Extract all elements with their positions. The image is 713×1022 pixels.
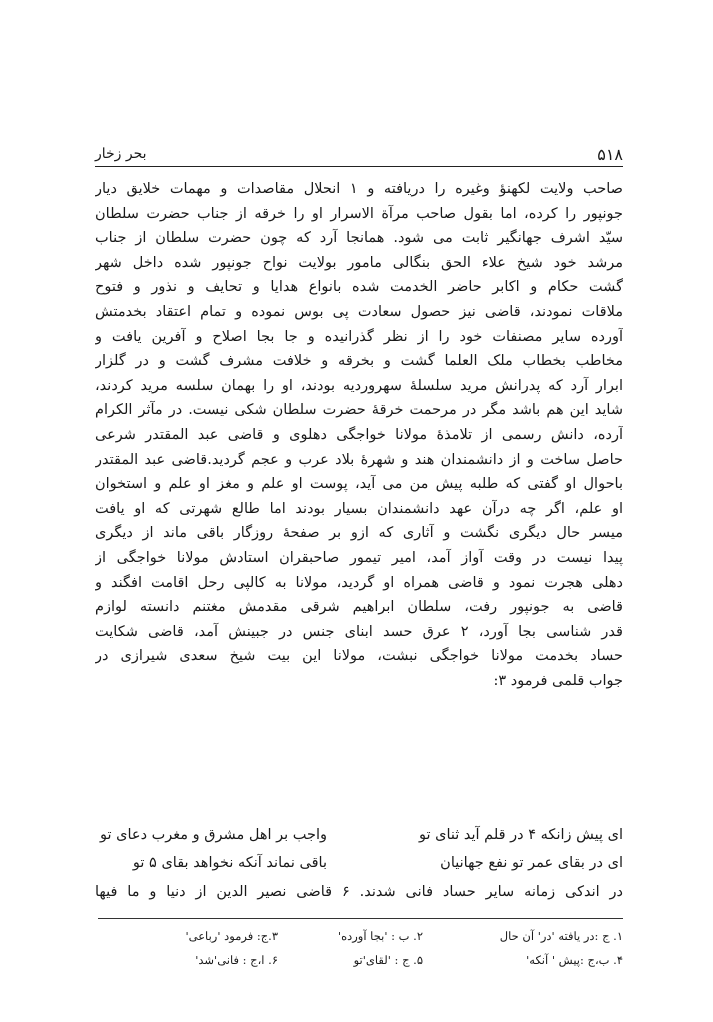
text-line: جونپور را کرده، اما بقول صاحب مرآة الاسرار او را خرقه از جناب حضرت سلطان — [95, 205, 623, 222]
footnote: ۲. ب : 'بجا آورده' — [337, 929, 423, 943]
text-line: صاحب ولایت لکهنؤ وغیره را دریافته و ۱ انحلال مقاصدات و مهمات خلایق دیار — [95, 181, 623, 197]
footnotes — [95, 924, 623, 972]
text-line: قدر شناسی بجا آورد، ۲ عرق حسد ابنای جنس در جبینش آمد، قاضی شکایت — [95, 623, 623, 640]
text-line: ابرار آرد که پدرانش مرید سلسلهٔ سهروردیه بودند، او را بهمان سلسه مرید کردند، — [95, 377, 623, 394]
text-line: مخاطب بخطاب ملک العلما گشت و بخرقه و خلافت مشرف گشت و در گلزار — [95, 353, 623, 370]
text-line: پیدا نیست در وقت آواز آمد، امیر تیمور صاحبقران استادش مولانا خواجگی از — [95, 549, 623, 566]
verse-couplet — [95, 850, 623, 876]
text-line: گشت حکام و اکابر حاضر الخدمت شده بانواع هدایا و تحایف و نذور و فتوح — [95, 279, 623, 296]
header-rule — [95, 166, 623, 167]
text-line: مرشد خود شیخ علاء الحق بنگالی مامور بولایت نواح جونپور شده داخل شهر — [95, 254, 623, 271]
page-header — [95, 145, 623, 165]
footnote: ۳.ج: فرمود 'رباعی' — [185, 929, 278, 943]
main-text — [95, 177, 623, 693]
text-line: میسر حال دیگری نگشت و آثاری که ازو بر صفحهٔ روزگار باقی ماند از دیگری — [95, 525, 623, 542]
page-number: ۵۱۸ — [597, 145, 623, 164]
closing-text-line: در اندکی زمانه سایر حساد فانی شدند. ۶ قاضی نصیر الدین از دنیا و ما فیها — [95, 884, 624, 900]
text-line: ملاقات نمودند، قاضی نیز حصول سعادت پی بوس نموده و تمام اعتقاد بخدمتش — [95, 303, 623, 320]
footnote: ۵. ج : 'لقای'تو — [353, 953, 423, 967]
verse-couplet — [95, 822, 623, 848]
verse-second-hemistich: باقی نماند آنکه نخواهد بقای ۵ تو — [132, 855, 327, 871]
footnote-row — [95, 948, 623, 972]
text-line: جواب قلمی فرمود ۳: — [493, 672, 623, 689]
text-line: دهلی هجرت نمود و قاضی همراه او گردید، مولانا به کالپی رحل اقامت افگند و — [95, 574, 623, 591]
footnote: ۱. ج :در یافته 'در' آن حال — [499, 929, 623, 943]
text-line: آورده سایر مصنفات خود را از نظر گذرانیده و جا بجا اصلاح و آفرین یافت و — [95, 328, 623, 345]
text-line: شاید این هم باشد مگر در مرحمت خرقهٔ حضرت سلطان شکی نیست. در مآثر الکرام — [95, 402, 623, 419]
text-line: باحوال او گفتی که طلبه پیش من می آید، پوست او علم و مغز او علم و استخوان — [95, 476, 623, 493]
footnote: ۴. ب،ج :پیش ' آنکه' — [526, 953, 623, 967]
text-line: قاضی به جونپور رفت، سلطان ابراهیم شرقی مقدمش مغتنم دانسته لوازم — [95, 599, 623, 616]
verse-second-hemistich: واجب بر اهل مشرق و مغرب دعای تو — [100, 827, 327, 843]
running-title: بحر زخار — [95, 146, 147, 162]
text-line: او علم، اگر چه درآن عهد دانشمندان بسیار بودند اما طالع شهرتی که او یافت — [95, 500, 623, 517]
footnote: ۶. ا،ج : فانی'شد' — [195, 953, 278, 967]
verse-first-hemistich: ای در بقای عمر تو نفع جهانیان — [440, 855, 623, 871]
footnote-row — [95, 924, 623, 948]
text-line: حساد بخدمت مولانا خواجگی نبشت، مولانا این بیت شیخ سعدی شیرازی در — [95, 648, 623, 665]
verse-first-hemistich: ای پیش زانکه ۴ در قلم آید ثنای تو — [418, 827, 623, 843]
text-line: آرده، دانش رسمی از تلامذهٔ مولانا خواجگی دهلوی و قاضی عبد المقتدر شرعی — [95, 426, 623, 443]
text-line: سیّد اشرف جهانگیر ثابت می شود. همانجا آرد که چون حضرت سلطان از جناب — [95, 230, 623, 247]
text-line: حاصل ساخت و از دانشمندان هند و شهرهٔ بلاد عرب و عجم گردید.قاضی عبد المقتدر — [95, 451, 623, 468]
footnote-rule — [98, 918, 623, 919]
